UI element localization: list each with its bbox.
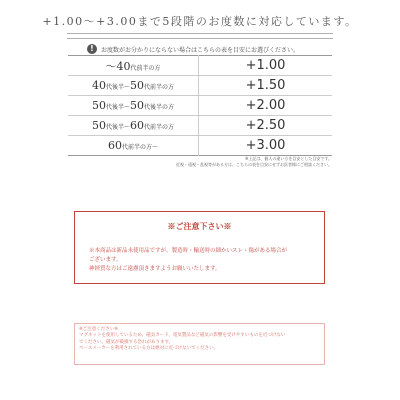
- age-cell: [68, 136, 199, 156]
- age-cell: [68, 76, 199, 96]
- power-value: +3.00: [245, 138, 286, 153]
- power-value: +1.50: [199, 76, 333, 96]
- notice-text: お度数がお分かりにならない場合はこちらの表を目安にお選びください。: [101, 46, 300, 54]
- age-suffix: 代後半～: [105, 124, 130, 131]
- power-value: +2.00: [199, 96, 333, 116]
- warning-line: でください。磁気が破損する恐れがあります。: [79, 339, 174, 345]
- warning-line: ペースメーカーを利用されている方は絶対に近づけないでください。: [79, 346, 219, 352]
- exclamation-icon: !: [87, 44, 97, 54]
- age-value: 60: [107, 139, 122, 152]
- footnote: ※上記は、個人の違い方を目安とした目安です。: [244, 156, 332, 161]
- age-suffix: 代後半の方: [144, 104, 175, 111]
- age-suffix: 代前半の方～: [121, 144, 158, 151]
- warning-line: マグネットを使用しているため、磁気カード、電気製品など磁気の影響を受けやすいものを近づけない: [79, 333, 286, 339]
- table-row: [68, 116, 332, 136]
- warning-body: [79, 327, 323, 353]
- title-divider-top: [67, 33, 333, 34]
- power-value: +1.00: [199, 56, 333, 76]
- power-table: [68, 55, 332, 156]
- age-cell: [68, 116, 199, 136]
- age-value: 40: [91, 79, 106, 92]
- age-value: 50: [91, 119, 106, 132]
- notice-row: [87, 43, 299, 55]
- table-row: [68, 76, 332, 96]
- table-row: [68, 96, 332, 116]
- page-title: +1.00～+3.00まで5段階のお度数に対応しています。: [42, 15, 358, 28]
- table-row: [68, 136, 332, 156]
- power-value: +2.50: [199, 116, 333, 136]
- caution-line: 神経質な方はご遠慮頂きますようお願いいたします。: [89, 266, 221, 272]
- warning-line: ※ご注意ください※: [79, 327, 119, 332]
- age-value: 50: [130, 79, 144, 92]
- age-suffix: 代前半の方: [144, 84, 175, 91]
- age-suffix: 代前半の方: [144, 124, 175, 131]
- age-value: 50: [130, 99, 144, 112]
- age-value: 60: [130, 119, 144, 132]
- caution-line: ※本商品は新品未使用品ですが、製造時・輸送時の細かいスレ・傷がある場合が: [89, 248, 288, 254]
- caution-title: ※ご注意下さい※: [167, 221, 232, 231]
- age-cell: [68, 56, 199, 76]
- footnote: 近視・遠視・乱視等がある方は、こちらの表を目安にせずお医者様にご相談ください。: [176, 162, 332, 167]
- age-suffix: 代後半～: [105, 84, 130, 91]
- title-divider-bottom: [67, 38, 333, 39]
- age-value: ～40: [105, 59, 131, 73]
- age-value: 50: [91, 99, 106, 112]
- age-suffix: 代後半～: [105, 104, 130, 111]
- caution-body: [89, 247, 319, 274]
- table-row: [68, 56, 332, 76]
- age-suffix: 代前半の方: [130, 64, 161, 72]
- age-cell: [68, 96, 199, 116]
- caution-line: ございます。: [89, 257, 122, 263]
